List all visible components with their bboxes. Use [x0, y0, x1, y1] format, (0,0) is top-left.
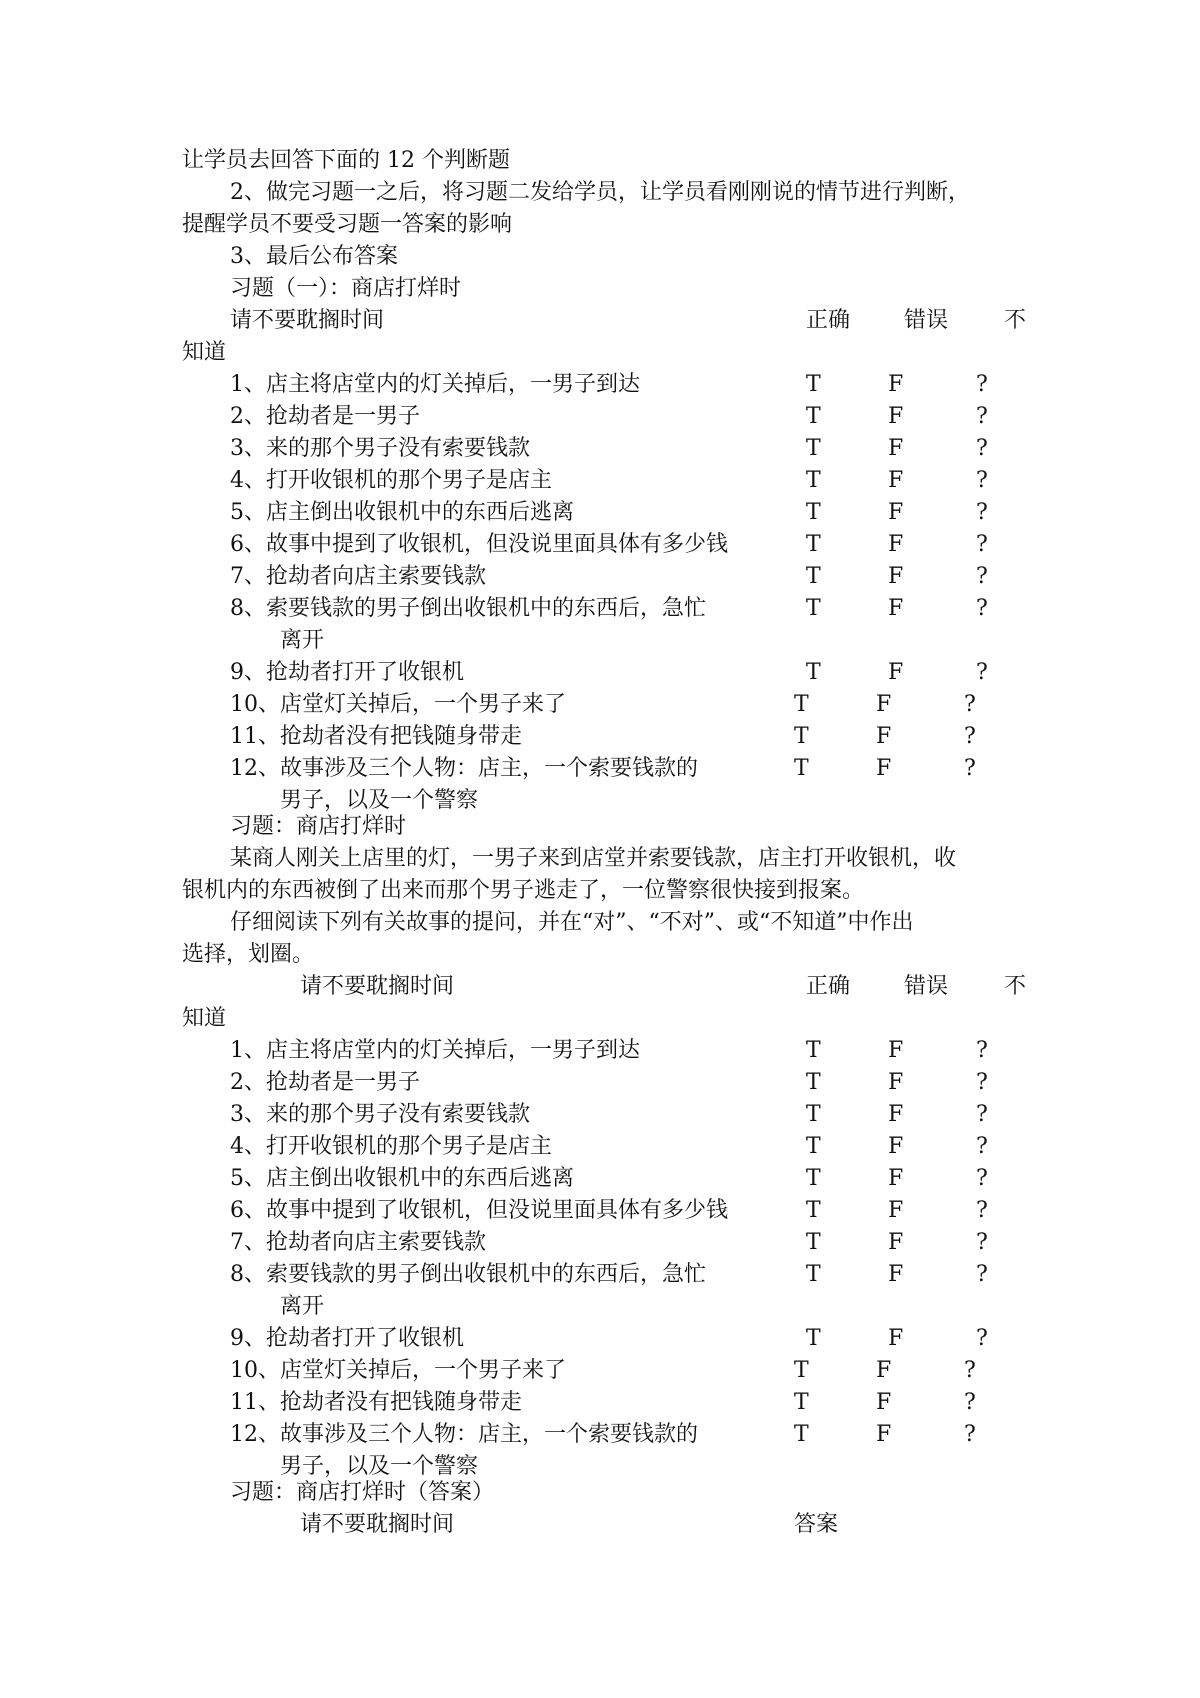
exercise-1-question-text: 3、来的那个男子没有索要钱款	[230, 436, 530, 461]
exercise-2-header-unknown-cont: 知道	[182, 1006, 227, 1031]
exercise-1-option-false[interactable]: F	[876, 724, 892, 749]
exercise-1-option-true[interactable]: T	[794, 692, 809, 717]
exercise-2-option-unknown[interactable]: ?	[976, 1134, 988, 1159]
exercise-2-question-text: 12、故事涉及三个人物：店主，一个索要钱款的	[230, 1422, 698, 1447]
exercise-1-option-true[interactable]: T	[806, 372, 821, 397]
exercise-2-instruction-cont: 选择，划圈。	[182, 942, 315, 967]
exercise-2-option-true[interactable]: T	[794, 1390, 809, 1415]
exercise-2-option-true[interactable]: T	[806, 1102, 821, 1127]
exercise-1-option-unknown[interactable]: ?	[964, 756, 976, 781]
exercise-2-option-false[interactable]: F	[888, 1070, 904, 1095]
exercise-2-option-true[interactable]: T	[794, 1422, 809, 1447]
exercise-3-title: 习题：商店打烊时（答案）	[230, 1480, 495, 1505]
exercise-2-story: 某商人刚关上店里的灯，一男子来到店堂并索要钱款，店主打开收银机，收	[230, 846, 957, 871]
exercise-2-option-unknown[interactable]: ?	[976, 1326, 988, 1351]
exercise-1-option-true[interactable]: T	[806, 468, 821, 493]
exercise-2-option-unknown[interactable]: ?	[976, 1070, 988, 1095]
exercise-1-option-true[interactable]: T	[794, 724, 809, 749]
exercise-1-option-false[interactable]: F	[888, 596, 904, 621]
exercise-3-label: 请不要耽搁时间	[300, 1512, 455, 1537]
exercise-1-option-unknown[interactable]: ?	[964, 724, 976, 749]
exercise-2-question-text: 5、店主倒出收银机中的东西后逃离	[230, 1166, 574, 1191]
exercise-1-option-unknown[interactable]: ?	[976, 436, 988, 461]
exercise-3-answer-header: 答案	[794, 1512, 839, 1537]
exercise-2-question-text: 2、抢劫者是一男子	[230, 1070, 420, 1095]
exercise-2-story-cont: 银机内的东西被倒了出来而那个男子逃走了，一位警察很快接到报案。	[182, 878, 865, 903]
exercise-1-option-false[interactable]: F	[888, 660, 904, 685]
exercise-2-header-unknown: 不	[1004, 974, 1027, 999]
exercise-2-instruction: 仔细阅读下列有关故事的提问，并在“对”、“不对”、或“不知道”中作出	[230, 910, 914, 935]
exercise-1-option-true[interactable]: T	[806, 596, 821, 621]
exercise-1-option-unknown[interactable]: ?	[964, 692, 976, 717]
exercise-1-option-false[interactable]: F	[888, 436, 904, 461]
exercise-1-option-unknown[interactable]: ?	[976, 404, 988, 429]
exercise-2-option-false[interactable]: F	[876, 1358, 892, 1383]
exercise-2-option-unknown[interactable]: ?	[964, 1422, 976, 1447]
exercise-2-option-true[interactable]: T	[806, 1070, 821, 1095]
exercise-1-header-label: 请不要耽搁时间	[230, 308, 385, 333]
exercise-2-option-true[interactable]: T	[806, 1326, 821, 1351]
exercise-2-option-unknown[interactable]: ?	[964, 1358, 976, 1383]
exercise-1-option-false[interactable]: F	[888, 468, 904, 493]
exercise-2-question-text: 10、店堂灯关掉后，一个男子来了	[230, 1358, 566, 1383]
exercise-2-option-false[interactable]: F	[888, 1102, 904, 1127]
exercise-1-question-text: 1、店主将店堂内的灯关掉后，一男子到达	[230, 372, 640, 397]
exercise-2-option-false[interactable]: F	[888, 1198, 904, 1223]
exercise-2-option-false[interactable]: F	[888, 1166, 904, 1191]
exercise-1-option-true[interactable]: T	[806, 500, 821, 525]
exercise-2-option-true[interactable]: T	[806, 1134, 821, 1159]
exercise-1-option-unknown[interactable]: ?	[976, 596, 988, 621]
exercise-2-option-unknown[interactable]: ?	[964, 1390, 976, 1415]
exercise-2-question-text-cont: 离开	[280, 1294, 325, 1319]
exercise-1-option-false[interactable]: F	[876, 756, 892, 781]
exercise-1-option-false[interactable]: F	[888, 500, 904, 525]
exercise-2-option-true[interactable]: T	[794, 1358, 809, 1383]
exercise-1-option-unknown[interactable]: ?	[976, 660, 988, 685]
exercise-2-question-text-cont: 男子，以及一个警察	[280, 1454, 479, 1479]
exercise-2-option-true[interactable]: T	[806, 1230, 821, 1255]
exercise-1-option-unknown[interactable]: ?	[976, 468, 988, 493]
exercise-1-option-unknown[interactable]: ?	[976, 500, 988, 525]
exercise-2-option-true[interactable]: T	[806, 1198, 821, 1223]
exercise-2-option-unknown[interactable]: ?	[976, 1262, 988, 1287]
exercise-2-option-true[interactable]: T	[806, 1038, 821, 1063]
exercise-2-option-unknown[interactable]: ?	[976, 1038, 988, 1063]
exercise-1-option-false[interactable]: F	[876, 692, 892, 717]
exercise-1-question-text: 5、店主倒出收银机中的东西后逃离	[230, 500, 574, 525]
exercise-2-question-text: 7、抢劫者向店主索要钱款	[230, 1230, 486, 1255]
exercise-1-question-text-cont: 离开	[280, 628, 325, 653]
exercise-1-option-false[interactable]: F	[888, 564, 904, 589]
exercise-1-option-true[interactable]: T	[806, 660, 821, 685]
exercise-1-option-false[interactable]: F	[888, 404, 904, 429]
exercise-2-option-false[interactable]: F	[888, 1262, 904, 1287]
exercise-2-option-false[interactable]: F	[888, 1038, 904, 1063]
exercise-1-question-text: 8、索要钱款的男子倒出收银机中的东西后，急忙	[230, 596, 706, 621]
exercise-2-option-false[interactable]: F	[876, 1422, 892, 1447]
exercise-2-header-true: 正确	[806, 974, 851, 999]
exercise-2-question-text: 11、抢劫者没有把钱随身带走	[230, 1390, 522, 1415]
intro-line-2: 2、做完习题一之后，将习题二发给学员，让学员看刚刚说的情节进行判断，	[230, 180, 970, 205]
exercise-1-option-false[interactable]: F	[888, 532, 904, 557]
exercise-1-question-text: 9、抢劫者打开了收银机	[230, 660, 464, 685]
exercise-2-question-text: 3、来的那个男子没有索要钱款	[230, 1102, 530, 1127]
exercise-2-question-text: 8、索要钱款的男子倒出收银机中的东西后，急忙	[230, 1262, 706, 1287]
exercise-1-question-text: 7、抢劫者向店主索要钱款	[230, 564, 486, 589]
exercise-1-option-false[interactable]: F	[888, 372, 904, 397]
exercise-2-header-false: 错误	[904, 974, 949, 999]
exercise-1-title: 习题（一）：商店打烊时	[230, 276, 462, 301]
exercise-2-header-label: 请不要耽搁时间	[300, 974, 455, 999]
exercise-1-header-false: 错误	[904, 308, 949, 333]
exercise-1-question-text-cont: 男子，以及一个警察	[280, 788, 479, 813]
exercise-2-option-true[interactable]: T	[806, 1166, 821, 1191]
exercise-1-option-true[interactable]: T	[806, 436, 821, 461]
exercise-1-option-true[interactable]: T	[806, 404, 821, 429]
exercise-2-option-false[interactable]: F	[876, 1390, 892, 1415]
exercise-2-question-text: 6、故事中提到了收银机，但没说里面具体有多少钱	[230, 1198, 728, 1223]
intro-line-3: 3、最后公布答案	[230, 244, 398, 269]
exercise-1-question-text: 2、抢劫者是一男子	[230, 404, 420, 429]
exercise-1-question-text: 6、故事中提到了收银机，但没说里面具体有多少钱	[230, 532, 728, 557]
exercise-1-option-unknown[interactable]: ?	[976, 532, 988, 557]
exercise-2-question-text: 4、打开收银机的那个男子是店主	[230, 1134, 552, 1159]
exercise-2-option-unknown[interactable]: ?	[976, 1198, 988, 1223]
exercise-2-option-false[interactable]: F	[888, 1230, 904, 1255]
exercise-1-header-unknown: 不	[1004, 308, 1027, 333]
exercise-2-option-true[interactable]: T	[806, 1262, 821, 1287]
intro-line-1: 让学员去回答下面的 12 个判断题	[182, 148, 510, 173]
exercise-1-option-unknown[interactable]: ?	[976, 564, 988, 589]
exercise-2-option-unknown[interactable]: ?	[976, 1230, 988, 1255]
exercise-1-question-text: 10、店堂灯关掉后，一个男子来了	[230, 692, 566, 717]
exercise-1-option-unknown[interactable]: ?	[976, 372, 988, 397]
exercise-2-title: 习题：商店打烊时	[230, 814, 407, 839]
exercise-2-option-unknown[interactable]: ?	[976, 1166, 988, 1191]
exercise-2-question-text: 1、店主将店堂内的灯关掉后，一男子到达	[230, 1038, 640, 1063]
intro-line-2-cont: 提醒学员不要受习题一答案的影响	[182, 212, 513, 237]
exercise-1-question-text: 11、抢劫者没有把钱随身带走	[230, 724, 522, 749]
exercise-1-header-unknown-cont: 知道	[182, 340, 227, 365]
exercise-2-question-text: 9、抢劫者打开了收银机	[230, 1326, 464, 1351]
exercise-2-option-false[interactable]: F	[888, 1134, 904, 1159]
exercise-1-question-text: 12、故事涉及三个人物：店主，一个索要钱款的	[230, 756, 698, 781]
exercise-2-option-false[interactable]: F	[888, 1326, 904, 1351]
exercise-1-question-text: 4、打开收银机的那个男子是店主	[230, 468, 552, 493]
exercise-1-option-true[interactable]: T	[806, 532, 821, 557]
exercise-1-option-true[interactable]: T	[794, 756, 809, 781]
exercise-2-option-unknown[interactable]: ?	[976, 1102, 988, 1127]
exercise-1-option-true[interactable]: T	[806, 564, 821, 589]
exercise-1-header-true: 正确	[806, 308, 851, 333]
